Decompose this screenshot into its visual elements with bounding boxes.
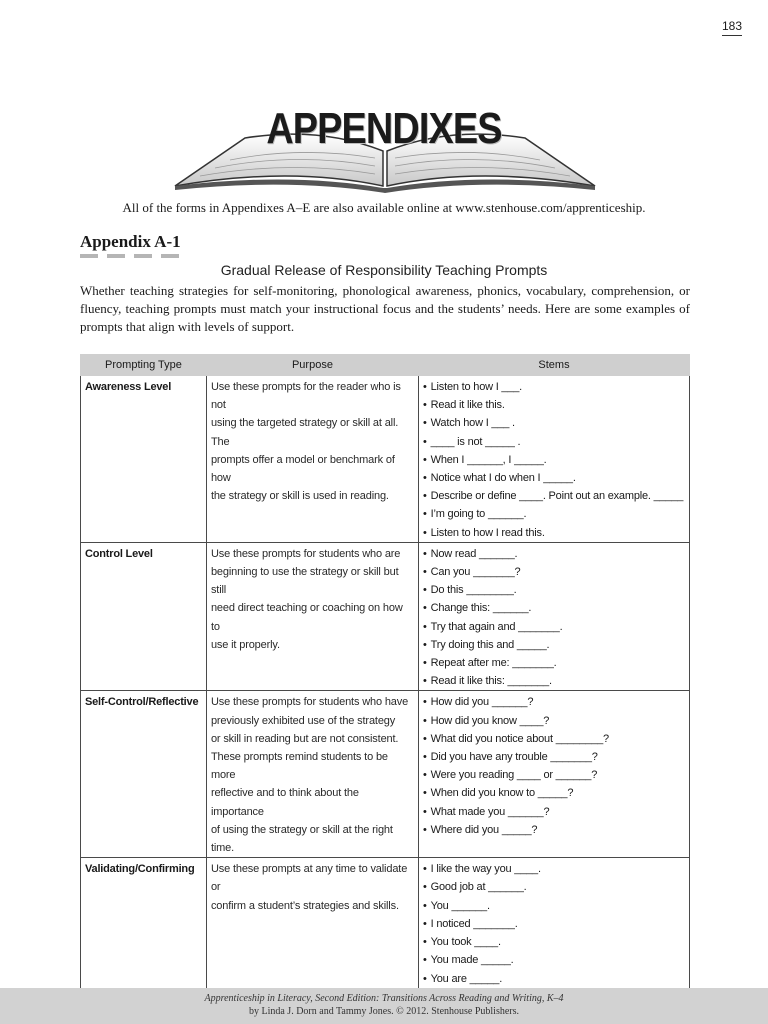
prompting-type-cell: Validating/Confirming xyxy=(81,858,207,988)
purpose-line: of using the strategy or skill at the right time. xyxy=(210,823,393,855)
dashed-rule xyxy=(80,254,179,258)
stem-item: • Try that again and _______. xyxy=(423,618,685,636)
stem-item: • You are _____. xyxy=(423,970,685,988)
stem-item: • I noticed _______. xyxy=(423,915,685,933)
stem-item: • Do this ________. xyxy=(423,581,685,599)
prompts-table xyxy=(80,354,690,989)
table-row xyxy=(81,691,690,858)
stems-list xyxy=(423,545,685,691)
header-stems: Stems xyxy=(418,355,689,376)
purpose-line: need direct teaching or coaching on how to xyxy=(210,602,403,633)
stem-item: • You ______. xyxy=(423,897,685,915)
stem-item: • What did you notice about ________? xyxy=(423,730,685,748)
purpose-line: Use these prompts at any time to validate or xyxy=(210,863,408,894)
purpose-line: or skill in reading but are not consistent. xyxy=(210,732,399,745)
stems-cell xyxy=(418,542,689,691)
stem-item: • I’m going to ______. xyxy=(423,505,685,523)
stem-item: • Watch how I ___ . xyxy=(423,414,685,432)
footer-book-title: Apprenticeship in Literacy, Second Edition: Transitions Across Reading and Writing, K–4 xyxy=(204,993,564,1004)
prompting-type-cell: Awareness Level xyxy=(81,376,207,543)
stem-item: • When I ______, I _____. xyxy=(423,451,685,469)
stem-item: • Were you reading ____ or ______? xyxy=(423,766,685,784)
stem-item: • Repeat after me: _______. xyxy=(423,654,685,672)
table-body xyxy=(81,376,690,989)
footer-credit: by Linda J. Dorn and Tammy Jones. © 2012. Stenhouse Publishers. xyxy=(248,1006,520,1017)
stem-item: • You made _____. xyxy=(423,951,685,969)
purpose-line: Use these prompts for the reader who is not xyxy=(210,381,401,412)
stem-item: • Read it like this: _______. xyxy=(423,672,685,690)
page-number: 183 xyxy=(722,19,742,36)
purpose-cell xyxy=(206,542,418,691)
stems-cell xyxy=(418,376,689,543)
purpose-line: Use these prompts for students who have xyxy=(210,696,409,709)
purpose-line: confirm a student’s strategies and skills. xyxy=(210,899,399,912)
table-header-row xyxy=(81,355,690,376)
stem-item: • Listen to how I ___. xyxy=(423,378,685,396)
banner-title: APPENDIXES xyxy=(266,104,502,153)
stem-item: • Did you have any trouble _______? xyxy=(423,748,685,766)
stems-cell xyxy=(418,858,689,988)
stem-item: • Now read ______. xyxy=(423,545,685,563)
purpose-line: use it properly. xyxy=(210,638,280,651)
purpose-line: reflective and to think about the importance xyxy=(210,787,359,818)
stem-item: • ____ is not _____ . xyxy=(423,433,685,451)
purpose-cell xyxy=(206,376,418,543)
stem-item: • I like the way you ____. xyxy=(423,860,685,878)
stems-list xyxy=(423,860,685,987)
stem-item: • How did you ______? xyxy=(423,693,685,711)
appendix-heading: Appendix A-1 xyxy=(80,232,181,251)
prompting-type-cell: Control Level xyxy=(81,542,207,691)
stem-item: • Read it like this. xyxy=(423,396,685,414)
table-row xyxy=(81,376,690,543)
stem-item: • Listen to how I read this. xyxy=(423,524,685,542)
stem-item: • How did you know ____? xyxy=(423,712,685,730)
stem-item: • Change this: ______. xyxy=(423,599,685,617)
purpose-line: These prompts remind students to be more xyxy=(210,751,388,782)
purpose-line: prompts offer a model or benchmark of how xyxy=(210,453,395,485)
stem-item: • You took ____. xyxy=(423,933,685,951)
header-purpose: Purpose xyxy=(206,355,418,376)
form-title: Gradual Release of Responsibility Teaching Prompts xyxy=(220,262,548,278)
purpose-line: Use these prompts for students who are xyxy=(210,547,401,560)
stem-item: • When did you know to _____? xyxy=(423,784,685,802)
prompting-type-cell: Self-Control/Reflective xyxy=(81,691,207,858)
stems-list xyxy=(423,378,685,542)
stem-item: • Try doing this and _____. xyxy=(423,636,685,654)
purpose-line: beginning to use the strategy or skill but still xyxy=(210,566,399,597)
stem-item: • Notice what I do when I _____. xyxy=(423,469,685,487)
table-row xyxy=(81,542,690,691)
intro-paragraph: Whether teaching strategies for self-monitoring, phonological awareness, phonics, vocabulary, comprehension, or fluency, teaching prompts must match your instructional focus and the students’ needs. Here are some examples of prompts that align with levels of support. xyxy=(80,283,690,335)
purpose-line: previously exhibited use of the strategy xyxy=(210,714,396,727)
purpose-line: using the targeted strategy or skill at all. The xyxy=(210,417,399,448)
stem-item: • What made you ______? xyxy=(423,803,685,821)
stem-item: • Where did you _____? xyxy=(423,821,685,839)
stems-cell xyxy=(418,691,689,858)
online-forms-note: All of the forms in Appendixes A–E are also available online at www.stenhouse.com/apprenticeship. xyxy=(122,200,646,215)
purpose-cell xyxy=(206,858,418,988)
table-row xyxy=(81,858,690,988)
stem-item: • Can you _______? xyxy=(423,563,685,581)
stem-item: • Good job at ______. xyxy=(423,878,685,896)
purpose-cell xyxy=(206,691,418,858)
stem-item: • Describe or define ____. Point out an example. _____ xyxy=(423,487,685,505)
header-prompting-type: Prompting Type xyxy=(81,355,207,376)
stems-list xyxy=(423,693,685,839)
footer xyxy=(0,988,768,1024)
purpose-line: the strategy or skill is used in reading. xyxy=(210,490,389,503)
